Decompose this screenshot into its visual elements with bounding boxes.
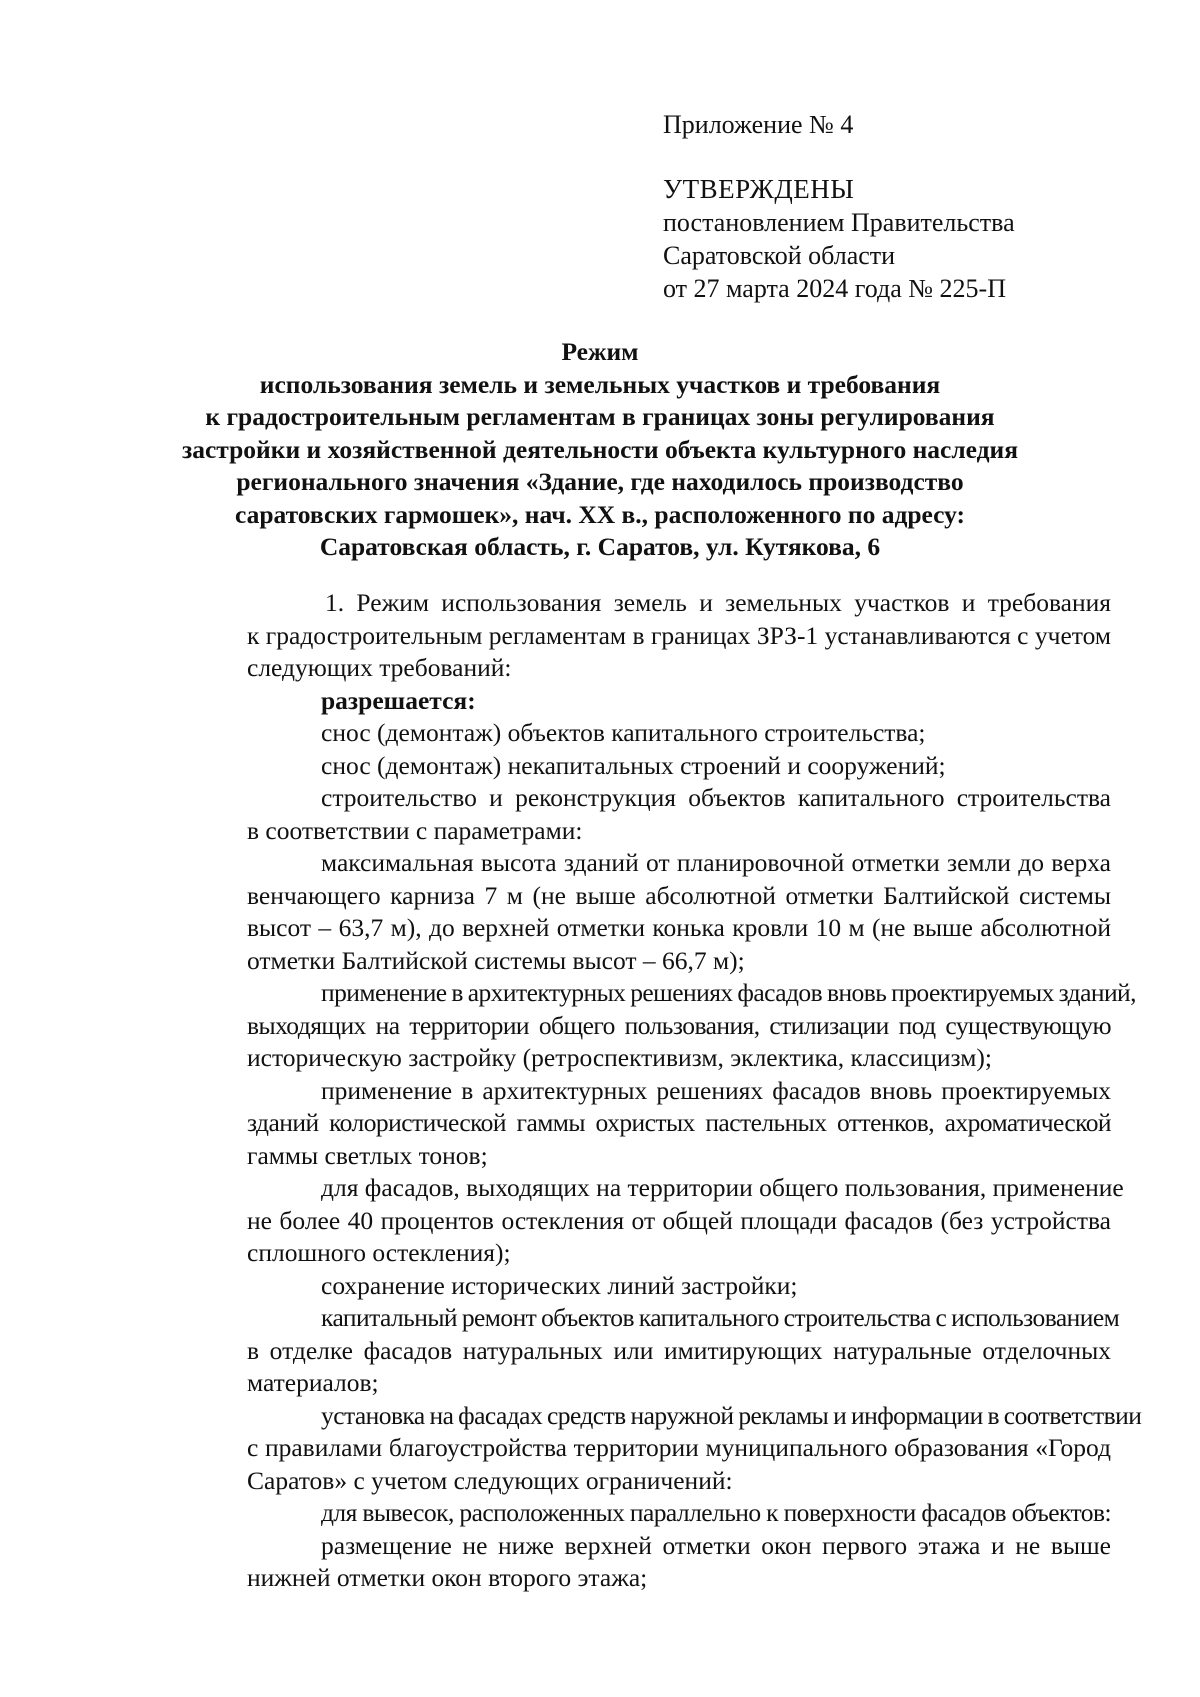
paragraph-permitted-heading bbox=[173, 685, 1111, 718]
paragraph-demolition-noncapital bbox=[173, 750, 1111, 783]
body-line: сплошного остекления); bbox=[247, 1238, 511, 1267]
body-line: выходящих на территории общего пользования, стилизации под существующую bbox=[247, 1010, 1111, 1040]
appendix-label: Приложение № 4 bbox=[663, 110, 854, 139]
body-line: с правилами благоустройства территории муниципального образования «Город bbox=[247, 1433, 1111, 1462]
title-line: к градостроительным регламентам в границах зоны регулирования bbox=[205, 402, 995, 431]
paragraph-placement bbox=[173, 1530, 1111, 1595]
approval-line: от 27 марта 2024 года № 225-П bbox=[663, 274, 1006, 303]
body-line: в отделке фасадов натуральных или имитирующих натуральные отделочных bbox=[247, 1335, 1111, 1365]
paragraph-1 bbox=[173, 587, 1111, 685]
body-line: размещение не ниже верхней отметки окон первого этажа и не выше bbox=[321, 1530, 1111, 1560]
body-line: материалов; bbox=[247, 1368, 379, 1397]
body-line: к градостроительным регламентам в границах ЗРЗ-1 устанавливаются с учетом bbox=[247, 620, 1111, 650]
paragraph-building-lines bbox=[173, 1270, 1111, 1303]
title-line: использования земель и земельных участков и требования bbox=[259, 369, 941, 399]
body-line: применение в архитектурных решениях фасадов вновь проектируемых bbox=[321, 1075, 1111, 1105]
body-line: сохранение исторических линий застройки; bbox=[321, 1270, 798, 1300]
paragraph-max-height bbox=[173, 847, 1111, 977]
document-body bbox=[173, 587, 1142, 1595]
body-line: нижней отметки окон второго этажа; bbox=[247, 1563, 648, 1592]
title-line: Саратовская область, г. Саратов, ул. Кутякова, 6 bbox=[319, 532, 881, 561]
approval-line: Саратовской области bbox=[663, 241, 896, 270]
body-line: следующих требований: bbox=[247, 653, 512, 682]
title-line: саратовских гармошек», нач. XX в., расположенного по адресу: bbox=[234, 499, 966, 529]
body-line: зданий колористической гаммы охристых пастельных оттенков, ахроматической bbox=[247, 1108, 1111, 1137]
body-line: Саратов» с учетом следующих ограничений: bbox=[247, 1465, 733, 1495]
body-line: гаммы светлых тонов; bbox=[247, 1140, 488, 1170]
paragraph-capital-repair bbox=[173, 1302, 1120, 1400]
body-line: для вывесок, расположенных параллельно к поверхности фасадов объектов: bbox=[321, 1498, 1111, 1527]
document-title bbox=[130, 336, 1070, 564]
paragraph-glazing bbox=[173, 1172, 1124, 1270]
body-line: применение в архитектурных решениях фасадов вновь проектируемых зданий, bbox=[321, 978, 1136, 1007]
approved-heading: УТВЕРЖДЕНЫ bbox=[663, 174, 855, 204]
paragraph-stylization bbox=[173, 977, 1136, 1075]
body-line: установка на фасадах средств наружной рекламы и информации в соответствии bbox=[321, 1400, 1142, 1430]
body-line: строительство и реконструкция объектов капитального строительства bbox=[321, 783, 1111, 812]
paragraph-advertising bbox=[173, 1400, 1142, 1498]
paragraph-construction bbox=[173, 782, 1111, 847]
body-line: отметки Балтийской системы высот – 66,7 м); bbox=[247, 945, 745, 975]
permitted-heading: разрешается: bbox=[321, 685, 476, 715]
title-line: застройки и хозяйственной деятельности объекта культурного наследия bbox=[181, 434, 1019, 464]
body-line: венчающего карниза 7 м (не выше абсолютной отметки Балтийской системы bbox=[247, 880, 1111, 910]
body-line: высот – 63,7 м), до верхней отметки конька кровли 10 м (не выше абсолютной bbox=[247, 913, 1111, 942]
paragraph-color-scheme bbox=[173, 1075, 1111, 1173]
body-line: историческую застройку (ретроспективизм, эклектика, классицизм); bbox=[247, 1043, 992, 1072]
approval-line: постановлением Правительства bbox=[663, 208, 1015, 237]
paragraph-demolition-capital bbox=[173, 717, 1111, 750]
body-line: в соответствии с параметрами: bbox=[247, 815, 583, 845]
body-line: капитальный ремонт объектов капитального строительства с использованием bbox=[321, 1303, 1120, 1332]
body-line: 1. Режим использования земель и земельных участков и требования bbox=[325, 588, 1111, 617]
paragraph-signboards bbox=[173, 1497, 1111, 1530]
body-line: для фасадов, выходящих на территории общего пользования, применение bbox=[321, 1173, 1124, 1202]
approval-block bbox=[663, 173, 1015, 305]
body-line: снос (демонтаж) объектов капитального строительства; bbox=[321, 718, 926, 747]
body-line: снос (демонтаж) некапитальных строений и сооружений; bbox=[321, 750, 946, 780]
body-line: максимальная высота зданий от планировочной отметки земли до верха bbox=[321, 848, 1111, 877]
title-line: регионального значения «Здание, где находилось производство bbox=[236, 467, 964, 496]
title-line: Режим bbox=[561, 337, 639, 366]
body-line: не более 40 процентов остекления от общей площади фасадов (без устройства bbox=[247, 1205, 1111, 1235]
